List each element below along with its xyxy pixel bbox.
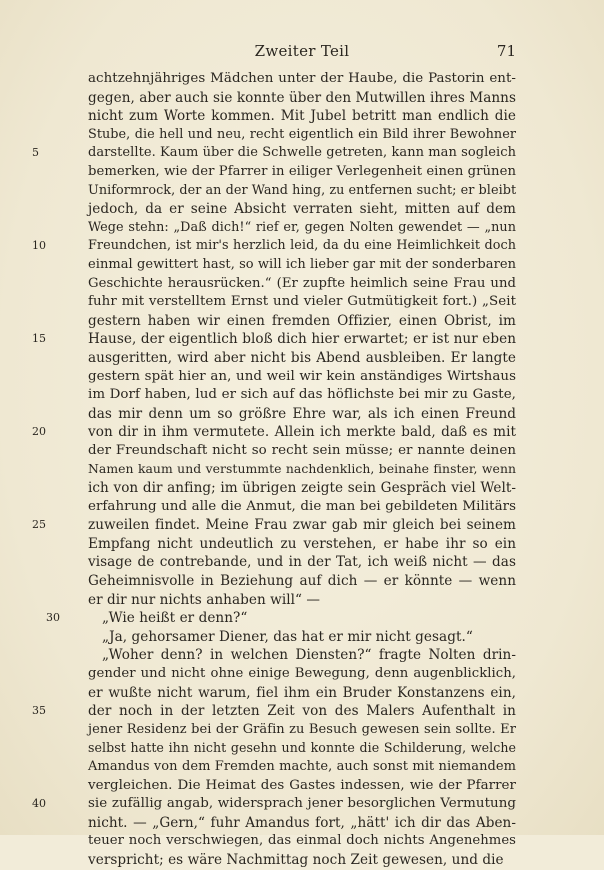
body-text xyxy=(32,70,517,870)
text-line: Uniformrock, der an der Wand hing, zu entfernen sucht; er bleibt xyxy=(88,182,517,198)
text-line: er dir nur nichts anhaben will“ — xyxy=(88,591,321,608)
text-line: er wußte nicht warum, fiel ihm ein Bruder Konstanzens ein, xyxy=(88,684,516,701)
line-number: 40 xyxy=(32,797,47,811)
text-line: im Dorf haben, lud er sich auf das höflichste bei mir zu Gaste, xyxy=(88,387,516,403)
text-line: der Freundschaft nicht so recht sein müsse; er nannte deinen xyxy=(88,442,516,458)
text-line: bemerken, wie der Pfarrer in eiliger Verlegenheit einen grünen xyxy=(88,163,516,179)
text-line: gestern spät hier an, und weil wir kein anständiges Wirtshaus xyxy=(88,368,516,384)
text-line: gestern haben wir einen fremden Offizier, einen Obrist, im xyxy=(88,312,516,329)
text-line: nicht zum Worte kommen. Mit Jubel betritt man endlich die xyxy=(88,108,516,125)
line-number: 5 xyxy=(32,146,40,160)
text-line: das mir denn um so größre Ehre war, als ich einen Freund xyxy=(88,405,516,422)
text-line: teuer noch verschwiegen, das einmal doch nichts Angenehmes xyxy=(88,833,516,849)
text-line: achtzehnjähriges Mädchen unter der Haube, die Pastorin ent- xyxy=(88,71,516,86)
text-line: 30 „Wie heißt er denn?“ xyxy=(88,609,516,628)
text-line: einmal gewittert hast, so will ich lieber gar mit der sonderbaren xyxy=(88,256,516,272)
text-line: ich von dir anfing; im übrigen zeigte sein Gespräch viel Welt- xyxy=(88,480,516,497)
line-number: 10 xyxy=(32,239,47,253)
text-line: 35 der noch in der letzten Zeit von des Malers Aufenthalt in xyxy=(32,703,516,720)
text-line: visage de contrebande, und in der Tat, ich weiß nicht — das xyxy=(88,554,516,571)
line-number: 25 xyxy=(32,518,47,532)
text-line: jedoch, da er seine Absicht verraten sieht, mitten auf dem xyxy=(88,201,516,218)
text-line: erfahrung und alle die Anmut, die man bei gebildeten Militärs xyxy=(88,498,516,514)
text-line: 20 von dir in ihm vermutete. Allein ich merkte bald, daß es mit xyxy=(32,424,516,441)
text-line: Wege stehn: „Daß dich!“ rief er, gegen Nolten gewendet — „nun xyxy=(88,219,516,235)
text-line: „Ja, gehorsamer Diener, das hat er mir nicht gesagt.“ xyxy=(102,628,473,645)
text-line: 5 darstellte. Kaum über die Schwelle getreten, kann man sogleich xyxy=(88,144,516,163)
line-number: 20 xyxy=(32,425,47,439)
text-line: selbst hatte ihn nicht gesehn und konnte die Schilderung, welche xyxy=(88,740,516,756)
line-number: 30 xyxy=(46,611,61,625)
text-line: nicht. — „Gern,“ fuhr Amandus fort, „hätt' ich dir das Aben- xyxy=(88,814,516,831)
text-line: Stube, die hell und neu, recht eigentlich ein Bild ihrer Bewohner xyxy=(88,126,516,142)
line-number: 15 xyxy=(32,332,47,346)
text-line: Geheimnisvolle in Beziehung auf dich — er könnte — wenn xyxy=(88,573,516,590)
text-line: gegen, aber auch sie konnte über den Mutwillen ihres Manns xyxy=(88,89,516,106)
page-header xyxy=(0,42,604,64)
text-line: jener Residenz bei der Gräfin zu Besuch gewesen sein sollte. Er xyxy=(88,721,516,737)
text-line: vergleichen. Die Heimat des Gastes indessen, wie der Pfarrer xyxy=(88,777,516,793)
text-line: „Woher denn? in welchen Diensten?“ fragte Nolten drin- xyxy=(102,647,516,664)
text-line: Empfang nicht undeutlich zu verstehen, er habe ihr so ein xyxy=(88,535,516,552)
text-line: 40 sie zufällig angab, widersprach jener besorglichen Vermutung xyxy=(88,795,516,814)
text-line: 10 Freundchen, ist mir's herzlich leid, da du eine Heimlichkeit doch xyxy=(88,237,516,256)
running-head: Zweiter Teil xyxy=(254,42,350,60)
text-line: 25 zuweilen findet. Meine Frau zwar gab mir gleich bei seinem xyxy=(32,517,516,534)
text-line: Geschichte herausrücken.“ (Er zupfte heimlich seine Frau und xyxy=(88,275,516,291)
text-line: ausgeritten, wird aber nicht bis Abend ausbleiben. Er langte xyxy=(88,349,516,366)
line-number: 35 xyxy=(32,704,47,718)
text-line: fuhr mit verstelltem Ernst und vieler Gutmütigkeit fort.) „Seit xyxy=(88,294,516,310)
text-line: verspricht; es wäre Nachmittag noch Zeit gewesen, und die xyxy=(88,851,504,868)
text-line: gender und nicht ohne einige Bewegung, denn augenblicklich, xyxy=(88,666,516,681)
page-number: 71 xyxy=(496,42,516,60)
text-line: Namen kaum und verstummte nachdenklich, beinahe finster, wenn xyxy=(88,461,516,477)
text-line: Amandus von dem Fremden machte, auch sonst mit niemandem xyxy=(88,758,516,774)
text-line: 15 Hause, der eigentlich bloß dich hier erwartet; er ist nur eben xyxy=(32,331,516,348)
